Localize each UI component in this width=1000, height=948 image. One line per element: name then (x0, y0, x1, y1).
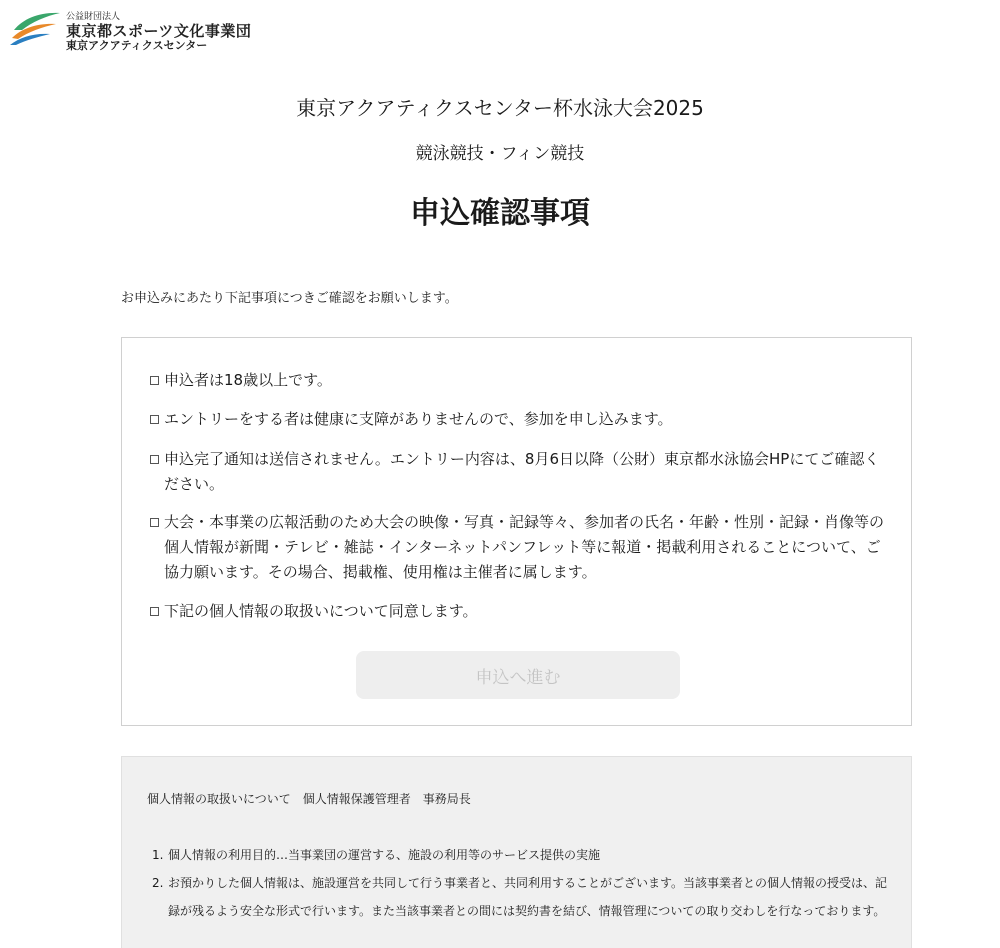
logo-org-type: 公益財団法人 (66, 12, 121, 22)
privacy-heading: 個人情報の取扱いについて 個人情報保護管理者 事務局長 (147, 792, 471, 806)
event-title: 東京アクアティクスセンター杯水泳大会2025 (296, 96, 704, 120)
confirm-item-publicity[interactable] (150, 510, 890, 585)
privacy-item-text: お預かりした個人情報は、施設運営を共同して行う事業者と、共同利用することがございます。当該事業者との個人情報の授受は、記録が残るよう安全な形式で行います。また当該事業者との間には契約書を結び、情報管理についての取り交わしを行なっております。 (168, 876, 888, 918)
checkbox-age[interactable] (150, 376, 159, 385)
privacy-item-number: 2. (152, 876, 164, 890)
confirmation-panel (121, 337, 912, 726)
checkbox-health[interactable] (150, 415, 159, 424)
privacy-policy-panel (121, 756, 912, 948)
confirm-item-notification[interactable] (150, 447, 890, 497)
privacy-item-text: 個人情報の利用目的…当事業団の運営する、施設の利用等のサービス提供の実施 (168, 848, 601, 862)
confirm-label-notification: 申込完了通知は送信されません。エントリー内容は、8月6日以降（公財）東京都水泳協会HPにてご確認ください。 (164, 450, 880, 493)
organization-logo[interactable] (10, 10, 251, 52)
privacy-list (152, 841, 892, 925)
logo-text (66, 10, 251, 52)
confirm-label-publicity: 大会・本事業の広報活動のため大会の映像・写真・記録等々、参加者の氏名・年齢・性別・記録・肖像等の個人情報が新聞・テレビ・雑誌・インターネットパンフレット等に報道・掲載利用されることについて、ご協力願います。その場合、掲載権、使用権は主催者に属します。 (164, 513, 885, 581)
intro-text: お申込みにあたり下記事項につきご確認をお願いします。 (121, 291, 458, 306)
confirm-item-privacy[interactable] (150, 599, 890, 624)
privacy-item-number: 1. (152, 848, 164, 862)
privacy-list-item (152, 841, 892, 869)
confirm-item-health[interactable] (150, 407, 890, 432)
confirm-label-privacy: 下記の個人情報の取扱いについて同意します。 (164, 602, 478, 620)
logo-facility-name: 東京アクアティクスセンター (66, 39, 208, 53)
confirm-label-age: 申込者は18歳以上です。 (164, 371, 332, 389)
event-subtitle: 競泳競技・フィン競技 (415, 144, 585, 164)
checkbox-notification[interactable] (150, 455, 159, 464)
confirm-label-health: エントリーをする者は健康に支障がありませんので、参加を申し込みます。 (164, 410, 673, 428)
page-title: 申込確認事項 (410, 196, 590, 231)
confirm-item-age[interactable] (150, 368, 890, 393)
checkbox-privacy[interactable] (150, 607, 159, 616)
logo-mark-icon (10, 10, 62, 46)
logo-org-name: 東京都スポーツ文化事業団 (66, 21, 252, 40)
title-block (0, 90, 1000, 232)
proceed-to-application-button[interactable]: 申込へ進む (356, 651, 680, 699)
privacy-list-item (152, 869, 892, 925)
checkbox-publicity[interactable] (150, 518, 159, 527)
